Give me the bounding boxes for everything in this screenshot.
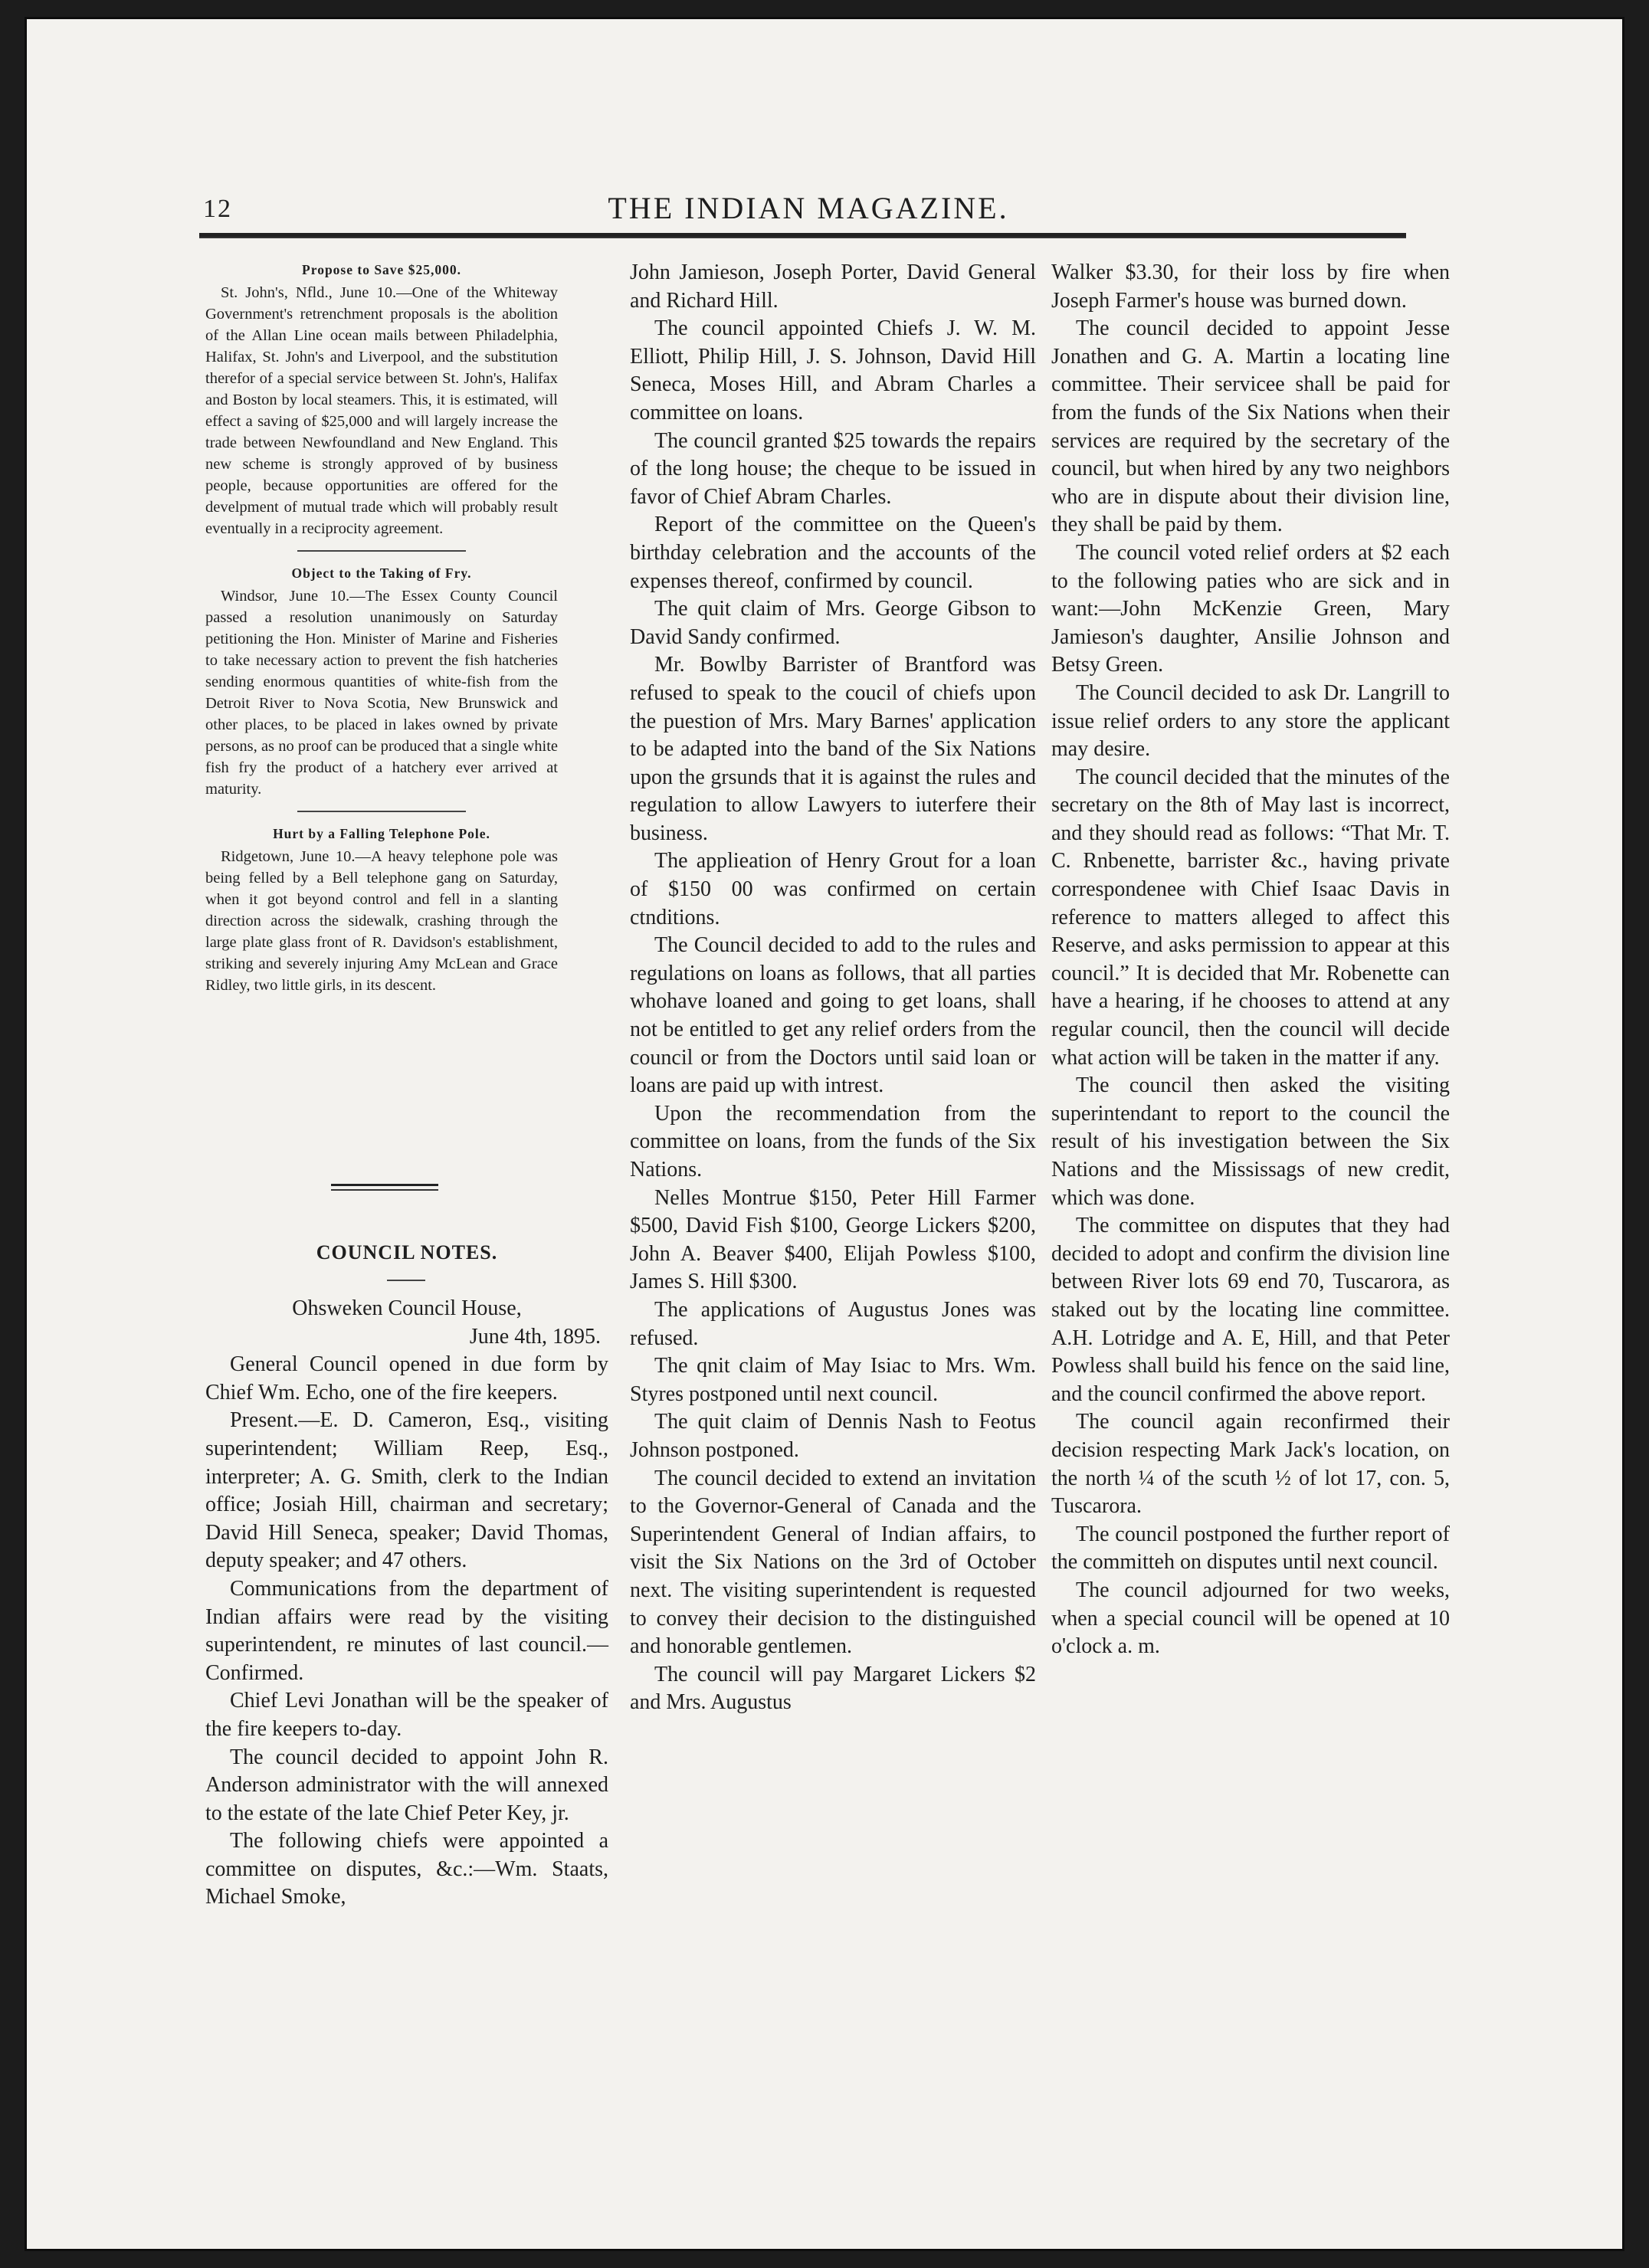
paragraph: The council appointed Chiefs J. W. M. Elliott, Philip Hill, J. S. Johnson, David Hill Seneca, Moses Hill, and Abram Charles a committee on loans.	[630, 316, 1036, 424]
paragraph: The applications of Augustus Jones was refused.	[630, 1297, 1036, 1350]
council-column-1	[205, 1295, 608, 1912]
paragraph: Communications from the department of Indian affairs were read by the visiting superintendent, re minutes of last council.—Confirmed.	[205, 1576, 608, 1685]
paragraph: The council decided to appoint Jesse Jonathen and G. A. Martin a locating line committee. Their servicee shall be paid for from the funds of the Six Nations when their services are required by the secretary of the council, but when hired by any two neighbors who are in dispute about their division line, they shall be paid by them.	[1051, 316, 1450, 537]
running-head	[172, 190, 1444, 236]
paragraph: The following chiefs were appointed a committee on disputes, &c.:—Wm. Staats, Michael Smoke,	[205, 1829, 608, 1909]
news-item	[205, 259, 558, 539]
section-divider	[331, 1184, 438, 1191]
paragraph: The quit claim of Mrs. George Gibson to David Sandy confirmed.	[630, 597, 1036, 649]
news-body: Windsor, June 10.—The Essex County Council passed a resolution unanimously on Saturday petitioning the Hon. Minister of Marine and Fisheries to take necessary action to prevent the fish hatcheries sending enormous quantities of white-fish from the Detroit River to Nova Scotia, New Brunswick and other places, to be placed in lakes owned by private persons, as no proof can be produced that a single white fish fry the product of a hatchery ever arrived at maturity.	[205, 588, 558, 798]
news-column	[205, 259, 558, 1007]
council-column-2	[630, 259, 1036, 1717]
paragraph: General Council opened in due form by Chief Wm. Echo, one of the fire keepers.	[205, 1352, 608, 1404]
paragraph: The council again reconfirmed their decision respecting Mark Jack's location, on the north ¼ of the scuth ½ of lot 17, con. 5, Tuscarora.	[1051, 1410, 1450, 1519]
paragraph: Chief Levi Jonathan will be the speaker of the fire keepers to-day.	[205, 1689, 608, 1741]
paragraph: The council decided to extend an invitation to the Governor-General of Canada and the Superintendent General of Indian affairs, to visit the Six Nations on the 3rd of October next. The visiting superintendent is requested to convey their decision to the distinguished and honorable gentlemen.	[630, 1466, 1036, 1659]
news-body: Ridgetown, June 10.—A heavy telephone pole was being felled by a Bell telephone gang on Saturday, when it got beyond control and fell in a slanting direction across the sidewalk, crashing through the large plate glass front of R. Davidson's establishment, striking and severely injuring Amy McLean and Grace Ridley, two little girls, in its descent.	[205, 848, 558, 994]
magazine-title: THE INDIAN MAGAZINE.	[608, 191, 1009, 225]
title-rule	[387, 1280, 425, 1281]
news-body: St. John's, Nfld., June 10.—One of the Whiteway Government's retrenchment proposals is the abolition of the Allan Line ocean mails between Philadelphia, Halifax, St. John's and Liverpool, and the substitution therefor of a special service between St. John's, Halifax and Boston by local steamers. This, it is estimated, will effect a saving of $25,000 and will largely increase the trade between Newfoundland and New England. This new scheme is strongly approved of by business people, because opportunities are offered for the develpment of mutual trade which will probably result eventually in a reciprocity agreement.	[205, 284, 558, 537]
header-rule	[199, 233, 1406, 238]
council-notes-title: COUNCIL NOTES.	[316, 1241, 498, 1263]
paragraph: The qnit claim of May Isiac to Mrs. Wm. Styres postponed until next council.	[630, 1354, 1036, 1406]
paragraph: The quit claim of Dennis Nash to Feotus Johnson postponed.	[630, 1410, 1036, 1462]
dateline-place: Ohsweken Council House,	[292, 1296, 522, 1320]
paragraph: Upon the recommendation from the committee on loans, from the funds of the Six Nations.	[630, 1101, 1036, 1182]
paragraph: Nelles Montrue $150, Peter Hill Farmer $500, David Fish $100, George Lickers $200, John A. Beaver $400, Elijah Powless $100, James S. Hill $300.	[630, 1185, 1036, 1294]
paragraph: The applieation of Henry Grout for a loan of $150 00 was confirmed on certain ctnditions.	[630, 849, 1036, 929]
news-headline: Hurt by a Falling Telephone Pole.	[273, 826, 490, 841]
paragraph: Present.—E. D. Cameron, Esq., visiting superintendent; William Reep, Esq., interpreter; A. G. Smith, clerk to the Indian office; Josiah Hill, chairman and secretary; David Hill Seneca, speaker; David Thomas, deputy speaker; and 47 others.	[205, 1408, 608, 1573]
divider	[297, 811, 466, 812]
paragraph: Mr. Bowlby Barrister of Brantford was refused to speak to the coucil of chiefs upon the puestion of Mrs. Mary Barnes' application to be adapted into the band of the Six Nations upon the grsunds that it is against the rules and regulation to allow Lawyers to iuterfere their business.	[630, 653, 1036, 845]
news-headline: Propose to Save $25,000.	[302, 262, 461, 277]
paragraph-continued: Walker $3.30, for their loss by fire when Joseph Farmer's house was burned down.	[1051, 261, 1450, 313]
paragraph: The council decided to appoint John R. Anderson administrator with the will annexed to the estate of the late Chief Peter Key, jr.	[205, 1745, 608, 1825]
paragraph: The council will pay Margaret Lickers $2 and Mrs. Augustus	[630, 1662, 1036, 1715]
paragraph: Report of the committee on the Queen's birthday celebration and the accounts of the expenses thereof, confirmed by council.	[630, 513, 1036, 593]
paragraph: The council granted $25 towards the repairs of the long house; the cheque to be issued in favor of Chief Abram Charles.	[630, 428, 1036, 509]
dateline	[205, 1295, 608, 1351]
dateline-date: June 4th, 1895.	[469, 1324, 601, 1349]
paragraph: The council then asked the visiting superintendant to report to the council the result of his investigation between the Six Nations and the Mississags of new credit, which was done.	[1051, 1073, 1450, 1210]
paragraph: The council postponed the further report of the committeh on disputes until next council.	[1051, 1522, 1450, 1575]
paragraph-continued: John Jamieson, Joseph Porter, David General and Richard Hill.	[630, 261, 1036, 313]
news-item	[205, 562, 558, 800]
paragraph: The Council decided to add to the rules and regulations on loans as follows, that all parties whohave loaned and going to get loans, shall not be entitled to get any relief orders from the council or from the Doctors until said loan or loans are paid up with intrest.	[630, 933, 1036, 1098]
page-number: 12	[203, 195, 232, 223]
council-column-3	[1051, 259, 1450, 1661]
news-headline: Object to the Taking of Fry.	[291, 565, 472, 581]
paragraph: The council adjourned for two weeks, when a special council will be opened at 10 o'clock a. m.	[1051, 1578, 1450, 1659]
paragraph: The committee on disputes that they had decided to adopt and confirm the division line between River lots 69 end 70, Tuscarora, as staked out by the locating line committee. A.H. Lotridge and A. E, Hill, and that Peter Powless shall build his fence on the said line, and the council confirmed the above report.	[1051, 1214, 1450, 1406]
paragraph: The council voted relief orders at $2 each to the following paties who are sick and in want:—John McKenzie Green, Mary Jamieson's daughter, Ansilie Johnson and Betsy Green.	[1051, 540, 1450, 677]
paragraph: The council decided that the minutes of the secretary on the 8th of May last is incorrect, and they should read as follows: “That Mr. T. C. Rnbenette, barrister &c., having private correspondenee with Chief Isaac Davis in reference to matters alleged to affect this Reserve, and asks permission to appear at this council.” It is decided that Mr. Robenette can have a hearing, if he chooses to attend at any regular council, then the council will decide what action will be taken in the matter if any.	[1051, 765, 1450, 1070]
paragraph: The Council decided to ask Dr. Langrill to issue relief orders to any store the applicant may desire.	[1051, 680, 1450, 762]
divider	[297, 550, 466, 552]
news-item	[205, 823, 558, 996]
